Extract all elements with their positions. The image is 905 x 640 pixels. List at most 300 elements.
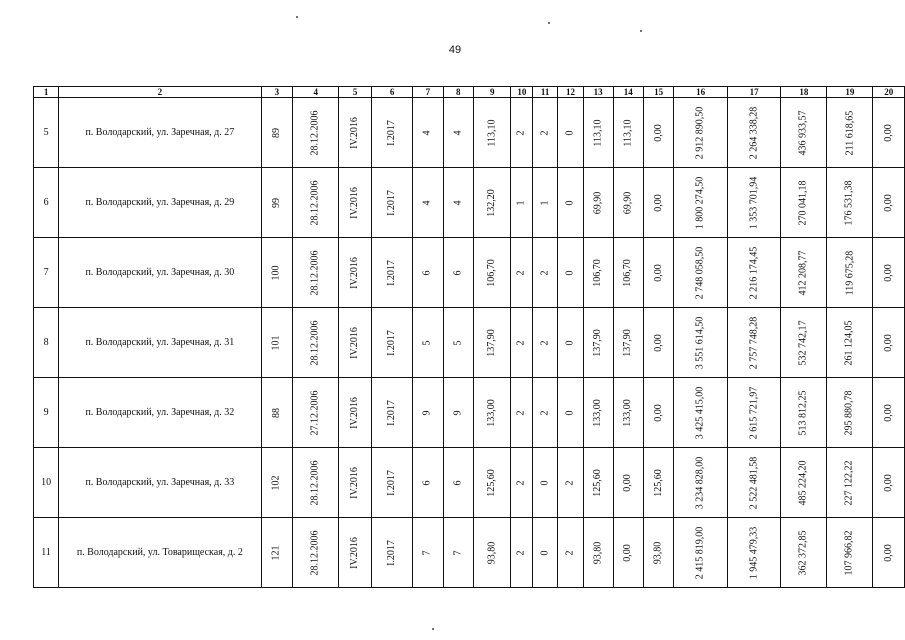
cell-col-14 [613, 518, 643, 588]
cell-col-17 [727, 168, 781, 238]
cell-value: 106,70 [622, 259, 634, 287]
cell-col-4 [293, 378, 339, 448]
cell-value: 0,00 [882, 334, 894, 352]
cell-col-16 [674, 168, 728, 238]
cell-value: 2 748 058,50 [694, 246, 706, 300]
cell-value: I.2017 [386, 540, 398, 566]
cell-col-15 [643, 98, 673, 168]
table-row [34, 168, 905, 238]
cell-value: 137,90 [622, 329, 634, 357]
cell-value: 0,00 [652, 264, 664, 282]
cell-value: 2 [515, 270, 527, 276]
cell-col-9 [473, 98, 511, 168]
cell-col-20 [873, 168, 905, 238]
cell-col-4 [293, 518, 339, 588]
cell-col-1 [34, 518, 59, 588]
cell-col-10 [511, 168, 533, 238]
cell-value: 119 675,28 [843, 250, 855, 296]
cell-col-19 [827, 168, 873, 238]
cell-value: 3 551 614,50 [694, 316, 706, 370]
cell-value: 28.12.2006 [309, 250, 321, 296]
cell-value: 6 [421, 270, 433, 276]
cell-col-3 [261, 238, 293, 308]
cell-value: 125,60 [592, 469, 604, 497]
cell-col-19 [827, 98, 873, 168]
cell-value: п. Володарский, ул. Заречная, д. 33 [85, 477, 235, 488]
cell-value: 513 812,25 [797, 390, 809, 436]
cell-col-1 [34, 168, 59, 238]
cell-value: 113,10 [622, 119, 634, 147]
column-header: 16 [674, 87, 728, 98]
cell-col-13 [583, 308, 613, 378]
column-header: 18 [781, 87, 827, 98]
cell-col-3 [261, 518, 293, 588]
cell-col-18 [781, 168, 827, 238]
cell-col-11 [533, 518, 558, 588]
cell-value: 27.12.2006 [309, 390, 321, 436]
cell-value: 5 [43, 127, 49, 138]
column-header: 11 [533, 87, 558, 98]
cell-value: 125,60 [652, 469, 664, 497]
cell-value: 0,00 [882, 194, 894, 212]
cell-col-13 [583, 448, 613, 518]
cell-col-15 [643, 378, 673, 448]
cell-col-2 [59, 378, 261, 448]
cell-value: п. Володарский, ул. Заречная, д. 31 [85, 337, 235, 348]
cell-value: 113,10 [592, 119, 604, 147]
cell-value: 0,00 [652, 124, 664, 142]
cell-col-3 [261, 168, 293, 238]
cell-col-2 [59, 98, 261, 168]
cell-col-1 [34, 98, 59, 168]
cell-col-16 [674, 448, 728, 518]
cell-col-12 [558, 518, 584, 588]
column-number-header-row [34, 87, 905, 98]
cell-col-18 [781, 238, 827, 308]
column-header: 14 [613, 87, 643, 98]
cell-col-18 [781, 518, 827, 588]
cell-value: 93,80 [486, 541, 498, 565]
cell-col-5 [339, 448, 372, 518]
cell-col-19 [827, 238, 873, 308]
cell-col-19 [827, 378, 873, 448]
cell-value: I.2017 [386, 400, 398, 426]
cell-value: 2 [539, 410, 551, 416]
cell-col-3 [261, 378, 293, 448]
cell-col-16 [674, 378, 728, 448]
cell-value: 2 [515, 480, 527, 486]
cell-col-17 [727, 98, 781, 168]
cell-col-8 [443, 168, 473, 238]
cell-value: 5 [421, 340, 433, 346]
cell-value: 3 234 828,00 [694, 456, 706, 510]
cell-col-17 [727, 448, 781, 518]
cell-value: 485 224,20 [797, 460, 809, 506]
cell-col-2 [59, 308, 261, 378]
cell-value: 3 425 415,00 [694, 386, 706, 440]
cell-value: IV.2016 [349, 187, 361, 219]
cell-col-6 [372, 378, 413, 448]
cell-col-15 [643, 168, 673, 238]
cell-value: IV.2016 [349, 467, 361, 499]
cell-col-9 [473, 168, 511, 238]
cell-value: 1 [515, 200, 527, 206]
cell-col-12 [558, 168, 584, 238]
column-header: 15 [643, 87, 673, 98]
cell-value: 1 353 701,94 [748, 176, 760, 230]
cell-value: 8 [43, 337, 49, 348]
column-header: 8 [443, 87, 473, 98]
cell-col-14 [613, 238, 643, 308]
cell-col-16 [674, 308, 728, 378]
cell-col-15 [643, 308, 673, 378]
cell-value: IV.2016 [349, 327, 361, 359]
cell-col-6 [372, 518, 413, 588]
cell-col-10 [511, 238, 533, 308]
cell-col-1 [34, 308, 59, 378]
cell-value: 227 122,22 [843, 460, 855, 506]
table-row [34, 448, 905, 518]
column-header: 4 [293, 87, 339, 98]
column-header: 20 [873, 87, 905, 98]
cell-value: 0 [564, 410, 576, 416]
cell-col-20 [873, 238, 905, 308]
column-header: 10 [511, 87, 533, 98]
cell-col-17 [727, 308, 781, 378]
cell-col-11 [533, 168, 558, 238]
cell-value: 100 [270, 265, 282, 281]
cell-value: 0 [564, 340, 576, 346]
cell-col-4 [293, 308, 339, 378]
cell-value: 2 [564, 550, 576, 556]
cell-col-8 [443, 378, 473, 448]
cell-value: 9 [452, 410, 464, 416]
cell-col-9 [473, 238, 511, 308]
cell-col-13 [583, 518, 613, 588]
cell-value: 2 522 481,58 [748, 456, 760, 510]
cell-col-18 [781, 98, 827, 168]
table-row [34, 518, 905, 588]
cell-value: 121 [270, 545, 282, 561]
cell-col-11 [533, 238, 558, 308]
cell-value: п. Володарский, ул. Заречная, д. 30 [85, 267, 235, 278]
cell-value: 113,10 [486, 119, 498, 147]
cell-col-20 [873, 378, 905, 448]
cell-value: п. Володарский, ул. Товарищеская, д. 2 [76, 547, 243, 558]
cell-value: 28.12.2006 [309, 460, 321, 506]
cell-value: 5 [452, 340, 464, 346]
cell-col-17 [727, 238, 781, 308]
cell-col-16 [674, 518, 728, 588]
cell-col-5 [339, 238, 372, 308]
table-row [34, 378, 905, 448]
cell-value: IV.2016 [349, 257, 361, 289]
column-header: 19 [827, 87, 873, 98]
cell-value: 28.12.2006 [309, 180, 321, 226]
cell-col-6 [372, 98, 413, 168]
cell-col-9 [473, 448, 511, 518]
cell-col-10 [511, 448, 533, 518]
cell-value: 28.12.2006 [309, 110, 321, 156]
table-row [34, 308, 905, 378]
cell-value: 261 124,05 [843, 320, 855, 366]
column-header: 2 [59, 87, 261, 98]
cell-col-17 [727, 518, 781, 588]
cell-col-10 [511, 308, 533, 378]
cell-value: 69,90 [622, 191, 634, 215]
cell-col-2 [59, 168, 261, 238]
cell-value: п. Володарский, ул. Заречная, д. 32 [85, 407, 235, 418]
cell-value: 7 [421, 550, 433, 556]
cell-value: 2 216 174,45 [748, 246, 760, 300]
column-header: 1 [34, 87, 59, 98]
cell-value: 93,80 [592, 541, 604, 565]
cell-col-12 [558, 378, 584, 448]
cell-value: 0,00 [882, 264, 894, 282]
cell-col-7 [413, 238, 443, 308]
cell-col-8 [443, 518, 473, 588]
column-header: 5 [339, 87, 372, 98]
cell-value: 106,70 [592, 259, 604, 287]
cell-col-16 [674, 98, 728, 168]
cell-value: 412 208,77 [797, 250, 809, 296]
cell-value: 2 [515, 130, 527, 136]
cell-value: I.2017 [386, 330, 398, 356]
cell-col-7 [413, 308, 443, 378]
cell-value: 2 [515, 550, 527, 556]
cell-value: 133,00 [622, 399, 634, 427]
scan-speck [296, 16, 298, 18]
cell-col-5 [339, 518, 372, 588]
cell-value: 2 [515, 340, 527, 346]
cell-col-10 [511, 378, 533, 448]
cell-value: 93,80 [652, 541, 664, 565]
cell-value: 0,00 [652, 194, 664, 212]
cell-value: 2 [564, 480, 576, 486]
cell-value: 28.12.2006 [309, 530, 321, 576]
cell-value: 0 [564, 270, 576, 276]
cell-value: 28.12.2006 [309, 320, 321, 366]
cell-value: 2 912 890,50 [694, 106, 706, 160]
cell-col-17 [727, 378, 781, 448]
table-row [34, 98, 905, 168]
cell-value: 6 [452, 270, 464, 276]
cell-col-1 [34, 448, 59, 518]
cell-value: IV.2016 [349, 397, 361, 429]
cell-value: 2 264 338,28 [748, 106, 760, 160]
cell-value: I.2017 [386, 120, 398, 146]
column-header: 6 [372, 87, 413, 98]
cell-value: 10 [41, 477, 52, 488]
cell-col-20 [873, 98, 905, 168]
cell-value: I.2017 [386, 470, 398, 496]
cell-value: 4 [421, 200, 433, 206]
column-header: 17 [727, 87, 781, 98]
cell-col-5 [339, 378, 372, 448]
cell-col-20 [873, 448, 905, 518]
cell-col-11 [533, 378, 558, 448]
cell-value: 11 [41, 547, 51, 558]
cell-col-9 [473, 518, 511, 588]
cell-col-12 [558, 238, 584, 308]
cell-value: 0 [539, 550, 551, 556]
cell-col-19 [827, 308, 873, 378]
cell-value: I.2017 [386, 260, 398, 286]
cell-value: 0 [564, 130, 576, 136]
cell-col-6 [372, 238, 413, 308]
cell-value: 0,00 [882, 474, 894, 492]
cell-col-6 [372, 308, 413, 378]
cell-col-15 [643, 518, 673, 588]
cell-value: 102 [270, 475, 282, 491]
cell-col-1 [34, 378, 59, 448]
cell-value: 132,20 [486, 189, 498, 217]
cell-value: 2 615 721,97 [748, 386, 760, 440]
cell-value: 436 933,57 [797, 110, 809, 156]
cell-col-15 [643, 238, 673, 308]
cell-col-18 [781, 448, 827, 518]
cell-value: IV.2016 [349, 537, 361, 569]
cell-col-11 [533, 308, 558, 378]
cell-value: 1 800 274,50 [694, 176, 706, 230]
column-header: 12 [558, 87, 584, 98]
page-number: 49 [448, 44, 462, 56]
scan-speck [548, 22, 550, 24]
cell-value: 532 742,17 [797, 320, 809, 366]
cell-value: 6 [43, 197, 49, 208]
column-header: 13 [583, 87, 613, 98]
cell-col-2 [59, 448, 261, 518]
cell-value: 9 [43, 407, 49, 418]
cell-col-19 [827, 518, 873, 588]
table-row [34, 238, 905, 308]
cell-col-14 [613, 168, 643, 238]
cell-value: 0,00 [652, 404, 664, 422]
cell-col-4 [293, 448, 339, 518]
cell-col-18 [781, 308, 827, 378]
cell-col-7 [413, 168, 443, 238]
cell-value: 2 757 748,28 [748, 316, 760, 370]
cell-col-7 [413, 378, 443, 448]
cell-value: 0 [539, 480, 551, 486]
cell-value: 2 415 819,00 [694, 526, 706, 580]
cell-col-3 [261, 448, 293, 518]
cell-col-14 [613, 308, 643, 378]
cell-value: 1 [539, 200, 551, 206]
cell-col-13 [583, 98, 613, 168]
cell-col-11 [533, 98, 558, 168]
cell-value: 133,00 [592, 399, 604, 427]
cell-value: 2 [539, 270, 551, 276]
cell-value: 176 531,38 [843, 180, 855, 226]
cell-value: 0 [564, 200, 576, 206]
cell-col-13 [583, 378, 613, 448]
cell-value: 133,00 [486, 399, 498, 427]
cell-value: 0,00 [882, 404, 894, 422]
cell-value: 2 [539, 130, 551, 136]
cell-col-5 [339, 168, 372, 238]
cell-value: 295 880,78 [843, 390, 855, 436]
cell-col-5 [339, 98, 372, 168]
cell-value: 69,90 [592, 191, 604, 215]
scan-speck [432, 628, 434, 630]
cell-value: 137,90 [592, 329, 604, 357]
cell-col-16 [674, 238, 728, 308]
cell-value: I.2017 [386, 190, 398, 216]
cell-value: 0,00 [652, 334, 664, 352]
cell-value: 0,00 [882, 124, 894, 142]
cell-value: 99 [270, 198, 282, 208]
cell-col-8 [443, 308, 473, 378]
cell-value: 4 [452, 200, 464, 206]
cell-col-8 [443, 98, 473, 168]
cell-col-20 [873, 308, 905, 378]
cell-value: 6 [421, 480, 433, 486]
cell-col-19 [827, 448, 873, 518]
cell-col-18 [781, 378, 827, 448]
cell-col-12 [558, 308, 584, 378]
cell-value: 4 [421, 130, 433, 136]
cell-col-1 [34, 238, 59, 308]
cell-value: 89 [270, 128, 282, 138]
cell-value: п. Володарский, ул. Заречная, д. 27 [85, 127, 235, 138]
cell-value: 6 [452, 480, 464, 486]
cell-value: 1 945 479,33 [748, 526, 760, 580]
cell-col-6 [372, 168, 413, 238]
cell-col-15 [643, 448, 673, 518]
cell-col-5 [339, 308, 372, 378]
cell-col-4 [293, 238, 339, 308]
cell-col-2 [59, 238, 261, 308]
cell-col-8 [443, 238, 473, 308]
cell-col-2 [59, 518, 261, 588]
cell-col-11 [533, 448, 558, 518]
cell-col-13 [583, 238, 613, 308]
cell-value: 9 [421, 410, 433, 416]
cell-col-3 [261, 308, 293, 378]
cell-col-4 [293, 98, 339, 168]
cell-value: 362 372,85 [797, 530, 809, 576]
cell-value: 88 [270, 408, 282, 418]
cell-value: 0,00 [622, 544, 634, 562]
cell-value: 0,00 [622, 474, 634, 492]
cell-value: IV.2016 [349, 117, 361, 149]
cell-col-10 [511, 518, 533, 588]
cell-col-8 [443, 448, 473, 518]
column-header: 7 [413, 87, 443, 98]
column-header: 3 [261, 87, 293, 98]
cell-col-14 [613, 98, 643, 168]
cell-value: п. Володарский, ул. Заречная, д. 29 [85, 197, 235, 208]
cell-col-7 [413, 518, 443, 588]
housing-register-table [33, 86, 905, 588]
cell-value: 7 [452, 550, 464, 556]
cell-col-10 [511, 98, 533, 168]
cell-col-6 [372, 448, 413, 518]
cell-col-7 [413, 448, 443, 518]
cell-col-12 [558, 448, 584, 518]
cell-value: 4 [452, 130, 464, 136]
table-body [34, 87, 905, 588]
cell-col-12 [558, 98, 584, 168]
cell-col-14 [613, 448, 643, 518]
cell-value: 125,60 [486, 469, 498, 497]
cell-value: 101 [270, 335, 282, 351]
cell-value: 107 966,82 [843, 530, 855, 576]
scan-speck [640, 30, 642, 32]
cell-col-4 [293, 168, 339, 238]
cell-value: 7 [43, 267, 49, 278]
